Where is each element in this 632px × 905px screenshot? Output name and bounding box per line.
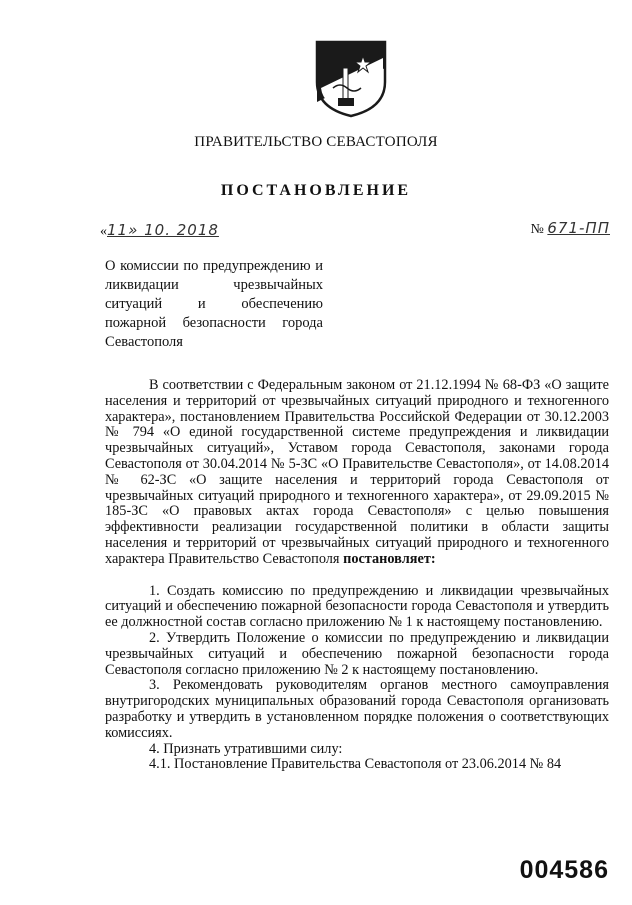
item-3: 3. Рекомендовать руководителям органов местного самоуправления внутригородских муниципальных образований города Севастополя организовать разработку и утвердить в установленном порядке положения о соответствующих комиссиях. xyxy=(105,677,609,741)
document-type-title: ПОСТАНОВЛЕНИЕ xyxy=(220,182,412,199)
document-subject: О комиссии по предупреждению и ликвидации чрезвычайных ситуаций и обеспечению пожарной безопасности города Севастополя xyxy=(105,258,323,350)
preamble-bold-word: постановляет xyxy=(343,550,431,567)
item-2: 2. Утвердить Положение о комиссии по предупреждению и ликвидации чрезвычайных ситуаций и обеспечению пожарной безопасности города Севастополя согласно приложению № 2 к настоящему постановлению. xyxy=(105,629,609,678)
preamble-text: В соответствии с Федеральным законом от 21.12.1994 № 68-ФЗ «О защите населения и территорий от чрезвычайных ситуаций природного и техногенного характера», постановлением Правительства Российской Федерации от 30.12.2003 № 794 «О единой государственной системе предупреждения и ликвидации чрезвычайных ситуаций», Уставом города Севастополя, законами города Севастополя от 30.04.2014 № 5-ЗС «О Правительстве Севастополя», от 14.08.2014 № 62-ЗС «О защите населения и территорий города Севастополя от чрезвычайных ситуаций природного и техногенного характера», от 29.09.2015 № 185-ЗС «О правовых актах города Севастополя» с целью повышения эффективности реализации государственной политики в области защиты населения и территорий от чрезвычайных ситуаций природного и техногенного характера Правительство Севастополя xyxy=(105,377,609,567)
document-number xyxy=(531,219,610,238)
item-4: 4. Признать утратившими силу: xyxy=(149,740,343,757)
preamble-paragraph xyxy=(105,378,609,568)
document-body xyxy=(105,378,609,773)
preamble-colon: : xyxy=(430,550,436,567)
item-1: 1. Создать комиссию по предупреждению и ликвидации чрезвычайных ситуаций и обеспечению пожарной безопасности города Севастополя и утвердить ее должностной состав согласно приложению № 1 к настоящему постановлению. xyxy=(105,582,609,631)
item-4-1: 4.1. Постановление Правительства Севастополя от 23.06.2014 № 84 xyxy=(149,756,562,773)
number-prefix: № xyxy=(530,222,544,237)
document-date xyxy=(100,221,219,240)
date-quote: « xyxy=(100,224,107,239)
handwritten-number: 671-ПП xyxy=(547,219,610,237)
coat-of-arms-icon xyxy=(313,38,389,118)
handwritten-date: 11» 10. 2018 xyxy=(107,221,219,239)
serial-number: 004586 xyxy=(519,856,609,884)
government-name: ПРАВИТЕЛЬСТВО СЕВАСТОПОЛЯ xyxy=(194,134,438,150)
